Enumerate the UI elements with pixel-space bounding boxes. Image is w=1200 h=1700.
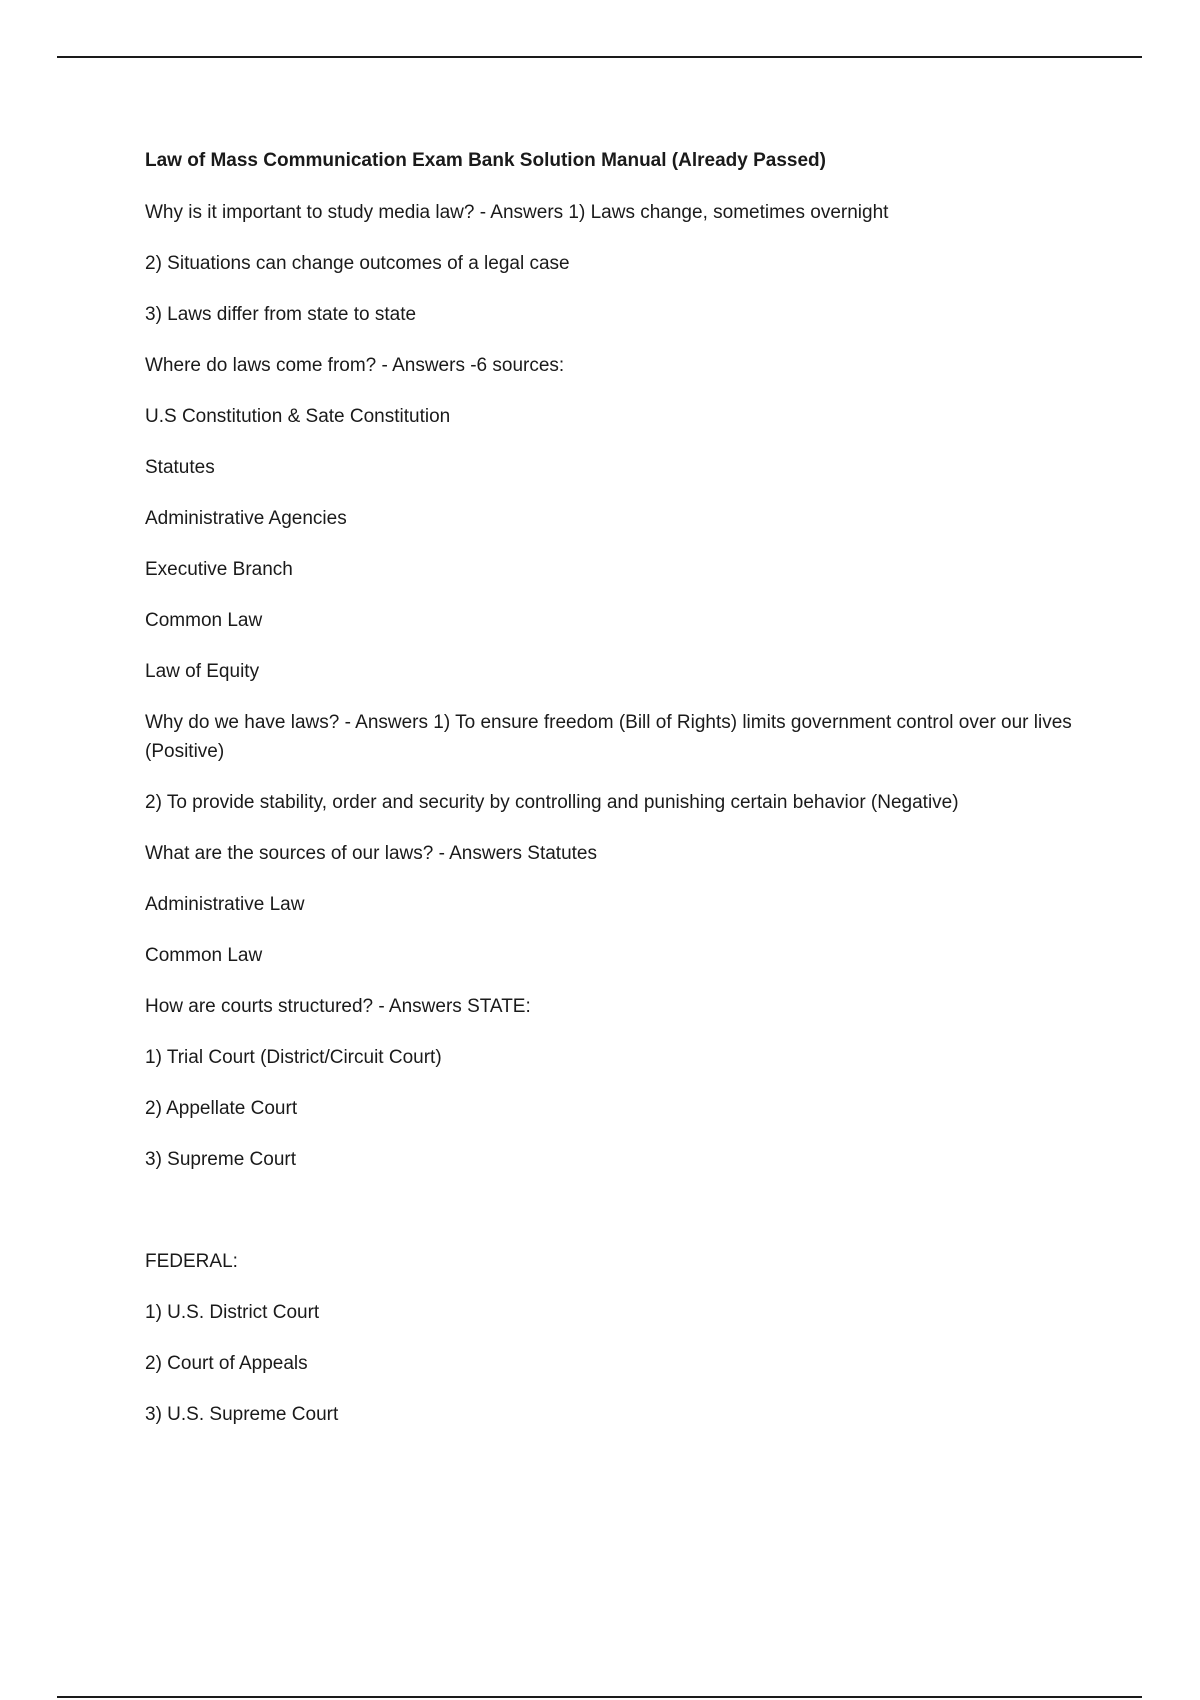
text-line: FEDERAL: <box>145 1251 238 1272</box>
text-line: Where do laws come from? - Answers -6 sources: <box>145 355 565 376</box>
text-line: 1) Trial Court (District/Circuit Court) <box>145 1047 442 1068</box>
text-line: 2) To provide stability, order and security by controlling and punishing certain behavior (Negative) <box>145 792 959 813</box>
text-line: 3) Laws differ from state to state <box>145 304 417 325</box>
text-line: Administrative Law <box>145 894 305 915</box>
text-line: Executive Branch <box>145 559 293 580</box>
text-line: 2) Situations can change outcomes of a legal case <box>145 253 570 274</box>
document-body <box>145 146 1085 1451</box>
text-line: Common Law <box>145 610 263 631</box>
blank-line <box>145 1196 1085 1247</box>
footer-rule <box>57 1696 1142 1698</box>
text-line: Law of Equity <box>145 661 260 682</box>
text-line: 3) U.S. Supreme Court <box>145 1404 339 1425</box>
document-title: Law of Mass Communication Exam Bank Solution Manual (Already Passed) <box>145 150 826 171</box>
text-line: U.S Constitution & Sate Constitution <box>145 406 451 427</box>
text-line: Administrative Agencies <box>145 508 347 529</box>
text-line: Common Law <box>145 945 263 966</box>
text-line: Why do we have laws? - Answers 1) To ensure freedom (Bill of Rights) limits government control over our lives (Positive) <box>145 712 1072 762</box>
text-line: Statutes <box>145 457 215 478</box>
text-line: 3) Supreme Court <box>145 1149 297 1170</box>
text-line: What are the sources of our laws? - Answers Statutes <box>145 843 597 864</box>
text-line: Why is it important to study media law? - Answers 1) Laws change, sometimes overnight <box>145 202 889 223</box>
text-line: 2) Court of Appeals <box>145 1353 308 1374</box>
header-rule <box>57 56 1142 58</box>
text-line: 1) U.S. District Court <box>145 1302 320 1323</box>
text-line: 2) Appellate Court <box>145 1098 298 1119</box>
text-line: How are courts structured? - Answers STATE: <box>145 996 531 1017</box>
